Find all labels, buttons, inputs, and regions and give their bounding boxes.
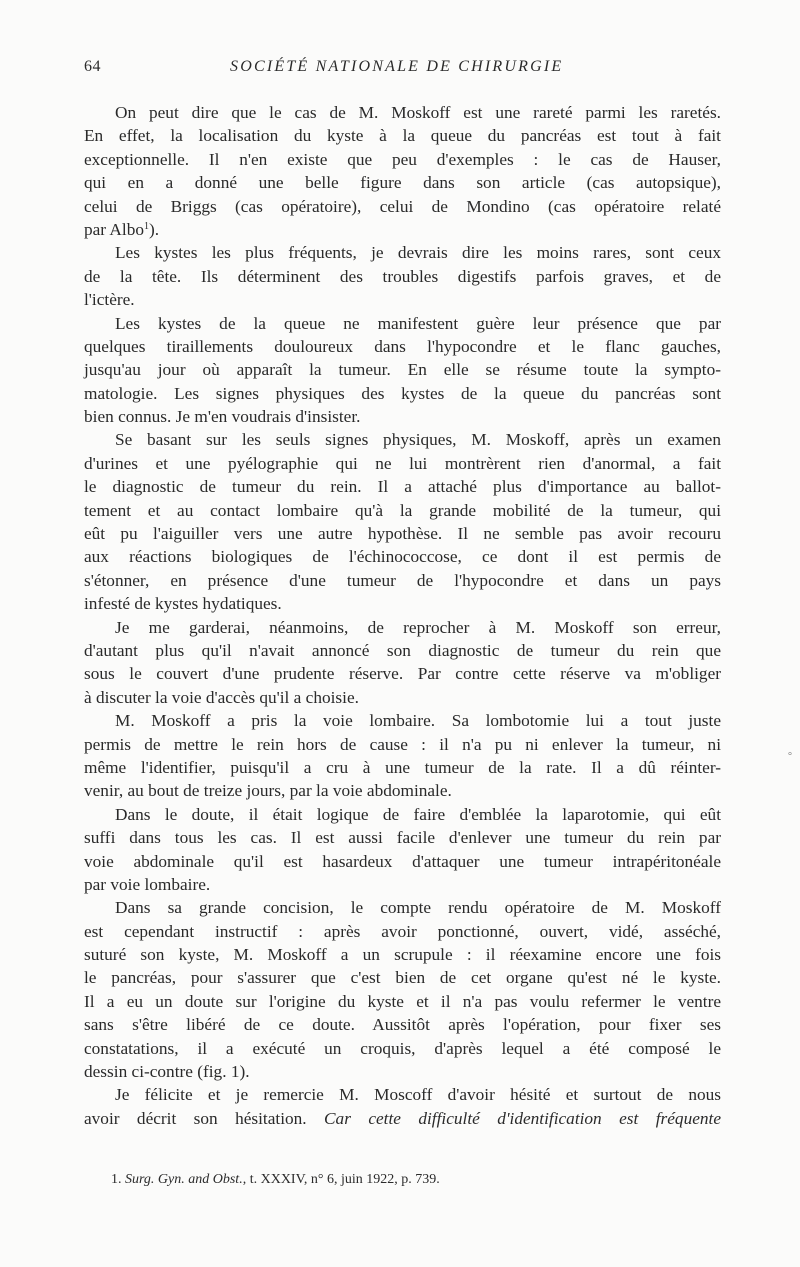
line-text: à discuter la voie d'accès qu'il a choisie. xyxy=(84,687,359,707)
text-line xyxy=(84,358,721,381)
text-line xyxy=(84,101,721,124)
margin-mark: ° xyxy=(788,751,792,762)
line-text: infesté de kystes hydatiques. xyxy=(84,594,282,614)
line-text: s'étonner, en présence d'une tumeur de l'hypocondre et dans un pays xyxy=(84,570,721,590)
footnote xyxy=(111,1171,440,1189)
text-line xyxy=(84,545,721,568)
line-text: voie abdominale qu'il est hasardeux d'attaquer une tumeur intrapéritonéale xyxy=(84,851,721,871)
line-text: dessin ci-contre (fig. 1). xyxy=(84,1062,250,1082)
text-line xyxy=(84,686,721,709)
line-text: venir, au bout de treize jours, par la voie abdominale. xyxy=(84,781,452,801)
line-text: est cependant instructif : après avoir ponctionné, ouvert, vidé, asséché, xyxy=(84,921,721,941)
line-text: suturé son kyste, M. Moskoff a un scrupule : il réexamine encore une fois xyxy=(84,945,721,965)
footnote-details: , t. XXXIV, n° 6, juin 1922, p. 739. xyxy=(242,1172,440,1187)
text-line xyxy=(84,335,721,358)
page-number: 64 xyxy=(84,58,101,75)
line-text: tement et au contact lombaire qu'à la grande mobilité de la tumeur, qui xyxy=(84,500,721,520)
text-line xyxy=(84,452,721,475)
paragraph xyxy=(84,803,721,897)
paragraph xyxy=(84,312,721,429)
line-text: quelques tiraillements douloureux dans l'hypocondre et le flanc gauches, xyxy=(84,336,721,356)
text-line xyxy=(84,966,721,989)
line-text: l'ictère. xyxy=(84,290,135,310)
text-line xyxy=(84,943,721,966)
text-line xyxy=(84,779,721,802)
line-text: le pancréas, pour s'assurer que c'est bien de cet organe qu'est né le kyste. xyxy=(84,968,721,988)
text-line xyxy=(84,195,721,218)
line-text: En effet, la localisation du kyste à la queue du pancréas est tout à fait xyxy=(84,126,721,146)
text-line xyxy=(84,1107,721,1130)
text-line xyxy=(84,312,721,335)
paragraph xyxy=(84,1083,721,1130)
line-text: M. Moskoff a pris la voie lombaire. Sa lombotomie lui a tout juste xyxy=(115,711,721,731)
text-line xyxy=(84,148,721,171)
text-line xyxy=(84,499,721,522)
text-line xyxy=(84,569,721,592)
line-text: par voie lombaire. xyxy=(84,874,211,894)
text-line xyxy=(84,405,721,428)
text-line xyxy=(84,1083,721,1106)
line-text: ). xyxy=(149,219,160,239)
text-line xyxy=(84,592,721,615)
line-text: sans s'être libéré de ce doute. Aussitôt après l'opération, pour fixer ses xyxy=(84,1015,721,1035)
text-line xyxy=(84,709,721,732)
text-line xyxy=(84,662,721,685)
text-line xyxy=(84,241,721,264)
text-line xyxy=(84,1060,721,1083)
line-text: permis de mettre le rein hors de cause : il n'a pu ni enlever la tumeur, ni xyxy=(84,734,721,754)
line-text: Les kystes les plus fréquents, je devrais dire les moins rares, sont ceux xyxy=(115,243,721,263)
text-line xyxy=(84,639,721,662)
text-line xyxy=(84,733,721,756)
line-text: constatations, il a exécuté un croquis, d'après lequel a été composé le xyxy=(84,1038,721,1058)
line-text: exceptionnelle. Il n'en existe que peu d'exemples : le cas de Hauser, xyxy=(84,149,721,169)
footnote-journal: Surg. Gyn. and Obst. xyxy=(125,1172,243,1187)
text-line xyxy=(84,171,721,194)
footnote-reference: 1 xyxy=(144,220,149,232)
line-text: Je félicite et je remercie M. Moscoff d'avoir hésité et surtout de nous xyxy=(115,1085,721,1105)
line-text: d'urines et une pyélographie qui ne lui montrèrent rien d'anormal, a fait xyxy=(84,453,721,473)
line-text: le diagnostic de tumeur du rein. Il a attaché plus d'importance au ballot- xyxy=(84,477,721,497)
text-line xyxy=(84,382,721,405)
line-text: qui en a donné une belle figure dans son article (cas autopsique), xyxy=(84,173,721,193)
paragraph xyxy=(84,616,721,710)
paragraph xyxy=(84,428,721,615)
running-title: SOCIÉTÉ NATIONALE DE CHIRURGIE xyxy=(230,58,564,75)
paragraph xyxy=(84,709,721,803)
text-line xyxy=(84,873,721,896)
line-text: On peut dire que le cas de M. Moskoff est une rareté parmi les raretés. xyxy=(115,103,721,122)
line-text: suffi dans tous les cas. Il est aussi facile d'enlever une tumeur du rein par xyxy=(84,828,721,848)
text-line xyxy=(84,124,721,147)
line-text: de la tête. Ils déterminent des troubles digestifs parfois graves, et de xyxy=(84,266,721,286)
line-text: Dans le doute, il était logique de faire d'emblée la laparotomie, qui eût xyxy=(115,804,721,824)
line-text: sous le couvert d'une prudente réserve. Par contre cette réserve va m'obliger xyxy=(84,664,721,684)
line-text: avoir décrit son hésitation. xyxy=(84,1108,325,1128)
text-line xyxy=(84,920,721,943)
paragraph xyxy=(84,896,721,1083)
line-text: Je me garderai, néanmoins, de reprocher à M. Moskoff son erreur, xyxy=(115,617,721,637)
text-line xyxy=(84,288,721,311)
page-header xyxy=(84,58,721,82)
line-text: matologie. Les signes physiques des kystes de la queue du pancréas sont xyxy=(84,383,721,403)
line-text: jusqu'au jour où apparaît la tumeur. En elle se résume toute la sympto- xyxy=(84,360,721,380)
paragraph xyxy=(84,101,721,241)
line-text: celui de Briggs (cas opératoire), celui de Mondino (cas opératoire relaté xyxy=(84,196,721,216)
line-text: même l'identifier, puisqu'il a cru à une tumeur de la rate. Il a dû réinter- xyxy=(84,757,721,777)
line-text: aux réactions biologiques de l'échinococcose, ce dont il est permis de xyxy=(84,547,721,567)
body-text xyxy=(84,101,721,1130)
text-line xyxy=(84,896,721,919)
line-text: bien connus. Je m'en voudrais d'insister. xyxy=(84,407,361,427)
italic-text: Car cette difficulté d'identification est fréquente xyxy=(324,1108,721,1128)
line-text: Il a eu un doute sur l'origine du kyste et il n'a pas voulu refermer le ventre xyxy=(84,991,721,1011)
line-text: par Albo xyxy=(84,219,144,239)
footnote-number: 1. xyxy=(111,1172,122,1187)
text-line xyxy=(84,265,721,288)
text-line xyxy=(84,850,721,873)
text-line xyxy=(84,803,721,826)
text-line xyxy=(84,990,721,1013)
text-line xyxy=(84,218,721,241)
text-line xyxy=(84,616,721,639)
text-line xyxy=(84,522,721,545)
paragraph xyxy=(84,241,721,311)
text-line xyxy=(84,428,721,451)
line-text: d'autant plus qu'il n'avait annoncé son diagnostic de tumeur du rein que xyxy=(84,640,721,660)
text-line xyxy=(84,756,721,779)
text-line xyxy=(84,826,721,849)
line-text: Dans sa grande concision, le compte rendu opératoire de M. Moskoff xyxy=(115,898,721,918)
line-text: eût pu l'aiguiller vers une autre hypothèse. Il ne semble pas avoir recouru xyxy=(84,524,721,544)
text-line xyxy=(84,1013,721,1036)
line-text: Se basant sur les seuls signes physiques, M. Moskoff, après un examen xyxy=(115,430,721,450)
text-line xyxy=(84,475,721,498)
line-text: Les kystes de la queue ne manifestent guère leur présence que par xyxy=(115,313,721,333)
text-line xyxy=(84,1037,721,1060)
